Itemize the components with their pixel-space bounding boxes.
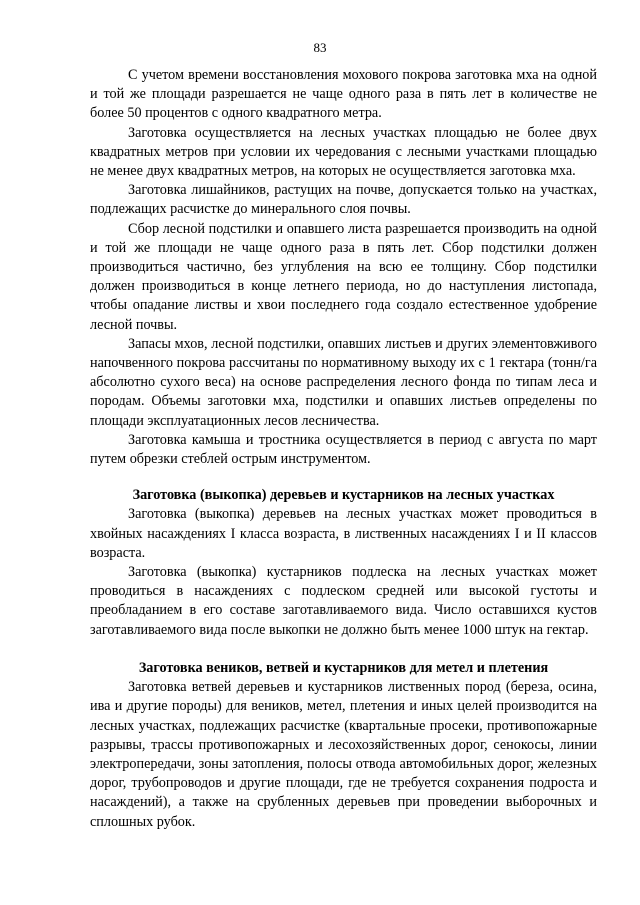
section-heading-brooms: Заготовка веников, ветвей и кустарников для метел и плетения — [138, 659, 549, 676]
page-number: 83 — [313, 40, 327, 55]
paragraph-moss-plots: Заготовка осуществляется на лесных участках площадью не более двух квадратных метров при условии их чередования с лесными участками площадью не менее двух квадратных метров, на которых не осуществляется заготовка мха. — [90, 124, 597, 180]
paragraph-branch-harvesting: Заготовка ветвей деревьев и кустарников лиственных пород (береза, осина, ива и другие породы) для веников, метел, плетения и иных целей производится на лесных участках, подлежащих расчистке (квартальные просеки, противопожарные разрывы, трассы противопожарных и лесохозяйственных дорог, сенокосы, линии электропередачи, зоны затопления, полосы отвода автомобильных дорог, железных дорог, трубопроводов и другие площади, где не требуется сохранения подроста и насаждений), а также на срубленных деревьев при проведении выборочных и сплошных рубок. — [90, 679, 597, 830]
paragraph-forest-litter: Сбор лесной подстилки и опавшего листа разрешается производить на одной и той же площади не чаще одного раза в пять лет. Сбор подстилки должен производиться частично, без углубления на всю ее толщину. Сбор подстилки должен производиться в конце летнего периода, но до наступления листопада, чтобы опадание листвы и хвои последнего года создало естественное удобрение лесной почвы. — [90, 220, 597, 333]
paragraph-tree-digging: Заготовка (выкопка) деревьев на лесных участках может проводиться в хвойных насаждениях I класса возраста, в лиственных насаждениях I и II классов возраста. — [90, 506, 597, 561]
page-body — [90, 66, 597, 832]
intro-section — [90, 66, 597, 469]
section-heading-trees: Заготовка (выкопка) деревьев и кустарников на лесных участках — [132, 487, 555, 504]
paragraph-shrub-digging: Заготовка (выкопка) кустарников подлеска на лесных участках может проводиться в насаждениях с подлеском средней или высокой густоты и преобладанием в его составе заготавливаемого вида. Число оставшихся кустов заготавливаемого вида после выкопки не должно быть менее 1000 штук на гектар. — [90, 564, 597, 638]
paragraph-lichens: Заготовка лишайников, растущих на почве, допускается только на участках, подлежащих расчистке до минерального слоя почвы. — [90, 182, 597, 218]
paragraph-moss-recovery: С учетом времени восстановления мохового покрова заготовка мха на одной и той же площади разрешается не чаще одного раза в пять лет в количестве не более 50 процентов с одного квадратного метра. — [90, 67, 597, 122]
paragraph-reed: Заготовка камыша и тростника осуществляется в период с августа по март путем обрезки стеблей острым инструментом. — [90, 431, 597, 468]
section-trees-shrubs — [90, 486, 597, 640]
paragraph-reserves: Запасы мхов, лесной подстилки, опавших листьев и других элементовживого напочвенного покрова рассчитаны по нормативному выходу их с 1 гектара (тонн/га абсолютно сухого веса) на основе распределения лесного фонда по типам леса и породам. Объемы заготовки мха, подстилки и опавших листьев определены по площади эксплуатационных лесов лесничества. — [90, 335, 597, 429]
section-brooms-branches — [90, 659, 597, 832]
